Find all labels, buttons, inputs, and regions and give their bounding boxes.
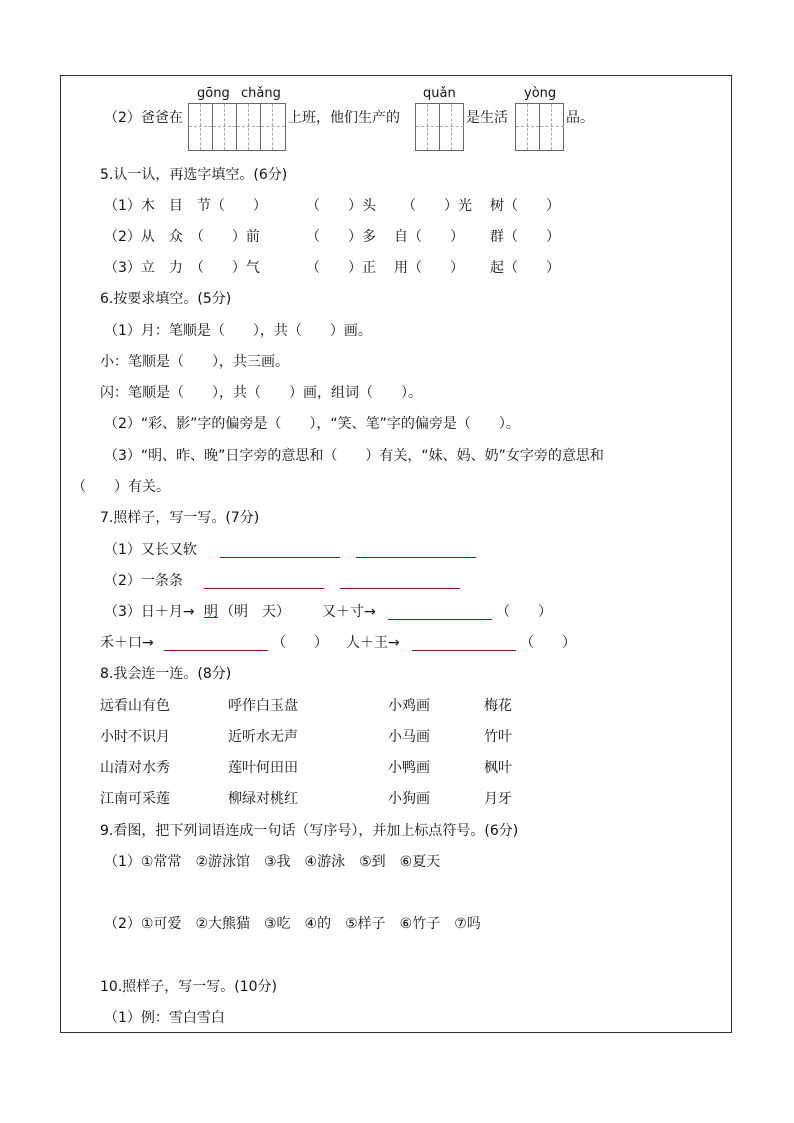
q5-row2-col2: （ ）多 (306, 229, 376, 245)
q8-title: 8.我会连一连。(8分) (100, 666, 232, 682)
q8-item[interactable]: 江南可采莲 (100, 791, 170, 807)
q5-row3-col1: （3）立 力 （ ）气 (104, 260, 260, 276)
q7-line3-formula: （3）日＋月→ (104, 604, 195, 620)
answer-blank[interactable] (340, 588, 460, 589)
q6-line5: （3）“明、昨、晚”日字旁的意思和（ ）有关，“妹、妈、奶”女字旁的意思和 (104, 448, 604, 464)
q6-line4: （2）“彩、影”字的偏旁是（ ），“笑、笔”字的偏旁是（ ）。 (104, 416, 520, 432)
pinyin-chang: chǎng (241, 86, 281, 101)
q5-row1-col4: 树（ ） (490, 198, 560, 214)
q8-item[interactable]: 枫叶 (484, 760, 512, 776)
q7-line1: （1）又长又软 (104, 542, 197, 558)
q4-line2-mid2: 是生活 (466, 110, 508, 126)
q5-row2-col3: 自（ ） (394, 229, 464, 245)
q7-title: 7.照样子，写一写。(7分) (100, 510, 260, 526)
pinyin-quan: quǎn (423, 86, 456, 101)
writing-grid-yong[interactable] (515, 103, 564, 151)
q5-row1-col1: （1）木 目 节（ ） (104, 198, 267, 214)
q7-line4-formula: 禾＋口→ (100, 635, 154, 651)
q4-line2-prefix: （2）爸爸在 (104, 110, 183, 126)
q8-item[interactable]: 梅花 (484, 698, 512, 714)
q7-line4-paren2: （ ） (520, 635, 576, 651)
q6-line1: （1）月：笔顺是（ ），共（ ）画。 (104, 323, 372, 339)
q8-item[interactable]: 小鸭画 (388, 760, 430, 776)
q10-title: 10.照样子，写一写。(10分) (100, 979, 278, 995)
q5-row1-col2: （ ）头 (306, 198, 376, 214)
q7-line3-formula2: 又＋寸→ (322, 604, 376, 620)
q8-item[interactable]: 呼作白玉盘 (228, 698, 298, 714)
q9-line2: （2）①可爱 ②大熊猫 ③吃 ④的 ⑤样子 ⑥竹子 ⑦吗 (104, 916, 481, 932)
q5-row2-col4: 群（ ） (490, 229, 560, 245)
q6-line3: 闪：笔顺是（ ），共（ ）画，组词（ ）。 (100, 385, 422, 401)
q7-line4-formula2: 人＋王→ (346, 635, 400, 651)
q5-row3-col3: 用（ ） (394, 260, 464, 276)
writing-grid-gongchang[interactable] (188, 103, 286, 151)
q5-row3-col4: 起（ ） (490, 260, 560, 276)
answer-blank[interactable] (412, 650, 516, 651)
q8-item[interactable]: 山清对水秀 (100, 760, 170, 776)
q8-item[interactable]: 月牙 (484, 791, 512, 807)
pinyin-gong: gōng (197, 86, 230, 101)
q8-item[interactable]: 竹叶 (484, 729, 512, 745)
q5-row1-col3: （ ）光 (402, 198, 472, 214)
answer-blank[interactable] (220, 557, 340, 558)
q8-item[interactable]: 小时不识月 (100, 729, 170, 745)
q7-line3-answer: 明 (204, 604, 218, 620)
q9-line1: （1）①常常 ②游泳馆 ③我 ④游泳 ⑤到 ⑥夏天 (104, 854, 441, 870)
q5-row2-col1: （2）从 众 （ ）前 (104, 229, 260, 245)
q10-line1: （1）例：雪白雪白 (104, 1010, 225, 1026)
q7-line2: （2）一条条 (104, 573, 183, 589)
q8-item[interactable]: 远看山有色 (100, 698, 170, 714)
q9-title: 9.看图，把下列词语连成一句话（写序号），并加上标点符号。(6分) (100, 823, 519, 839)
q6-line2: 小：笔顺是（ ），共三画。 (100, 354, 289, 370)
q8-item[interactable]: 小鸡画 (388, 698, 430, 714)
q8-item[interactable]: 小马画 (388, 729, 430, 745)
q7-line3-word: （明 天） (220, 604, 290, 620)
writing-grid-quan[interactable] (415, 103, 464, 151)
q7-line3-paren: （ ） (496, 604, 552, 620)
q4-line2-mid: 上班，他们生产的 (288, 110, 400, 126)
q6-line6: （ ）有关。 (72, 479, 170, 495)
answer-blank[interactable] (356, 557, 476, 558)
q7-line4-paren: （ ） (272, 635, 328, 651)
pinyin-yong: yòng (524, 86, 557, 101)
q8-item[interactable]: 小狗画 (388, 791, 430, 807)
answer-blank[interactable] (388, 619, 492, 620)
q4-line2-suffix: 品。 (566, 110, 594, 126)
answer-blank[interactable] (164, 650, 268, 651)
q5-title: 5.认一认，再选字填空。(6分) (100, 167, 288, 183)
answer-blank[interactable] (204, 588, 324, 589)
q5-row3-col2: （ ）正 (306, 260, 376, 276)
q6-title: 6.按要求填空。(5分) (100, 291, 232, 307)
q8-item[interactable]: 莲叶何田田 (228, 760, 298, 776)
q8-item[interactable]: 柳绿对桃红 (228, 791, 298, 807)
q8-item[interactable]: 近听水无声 (228, 729, 298, 745)
